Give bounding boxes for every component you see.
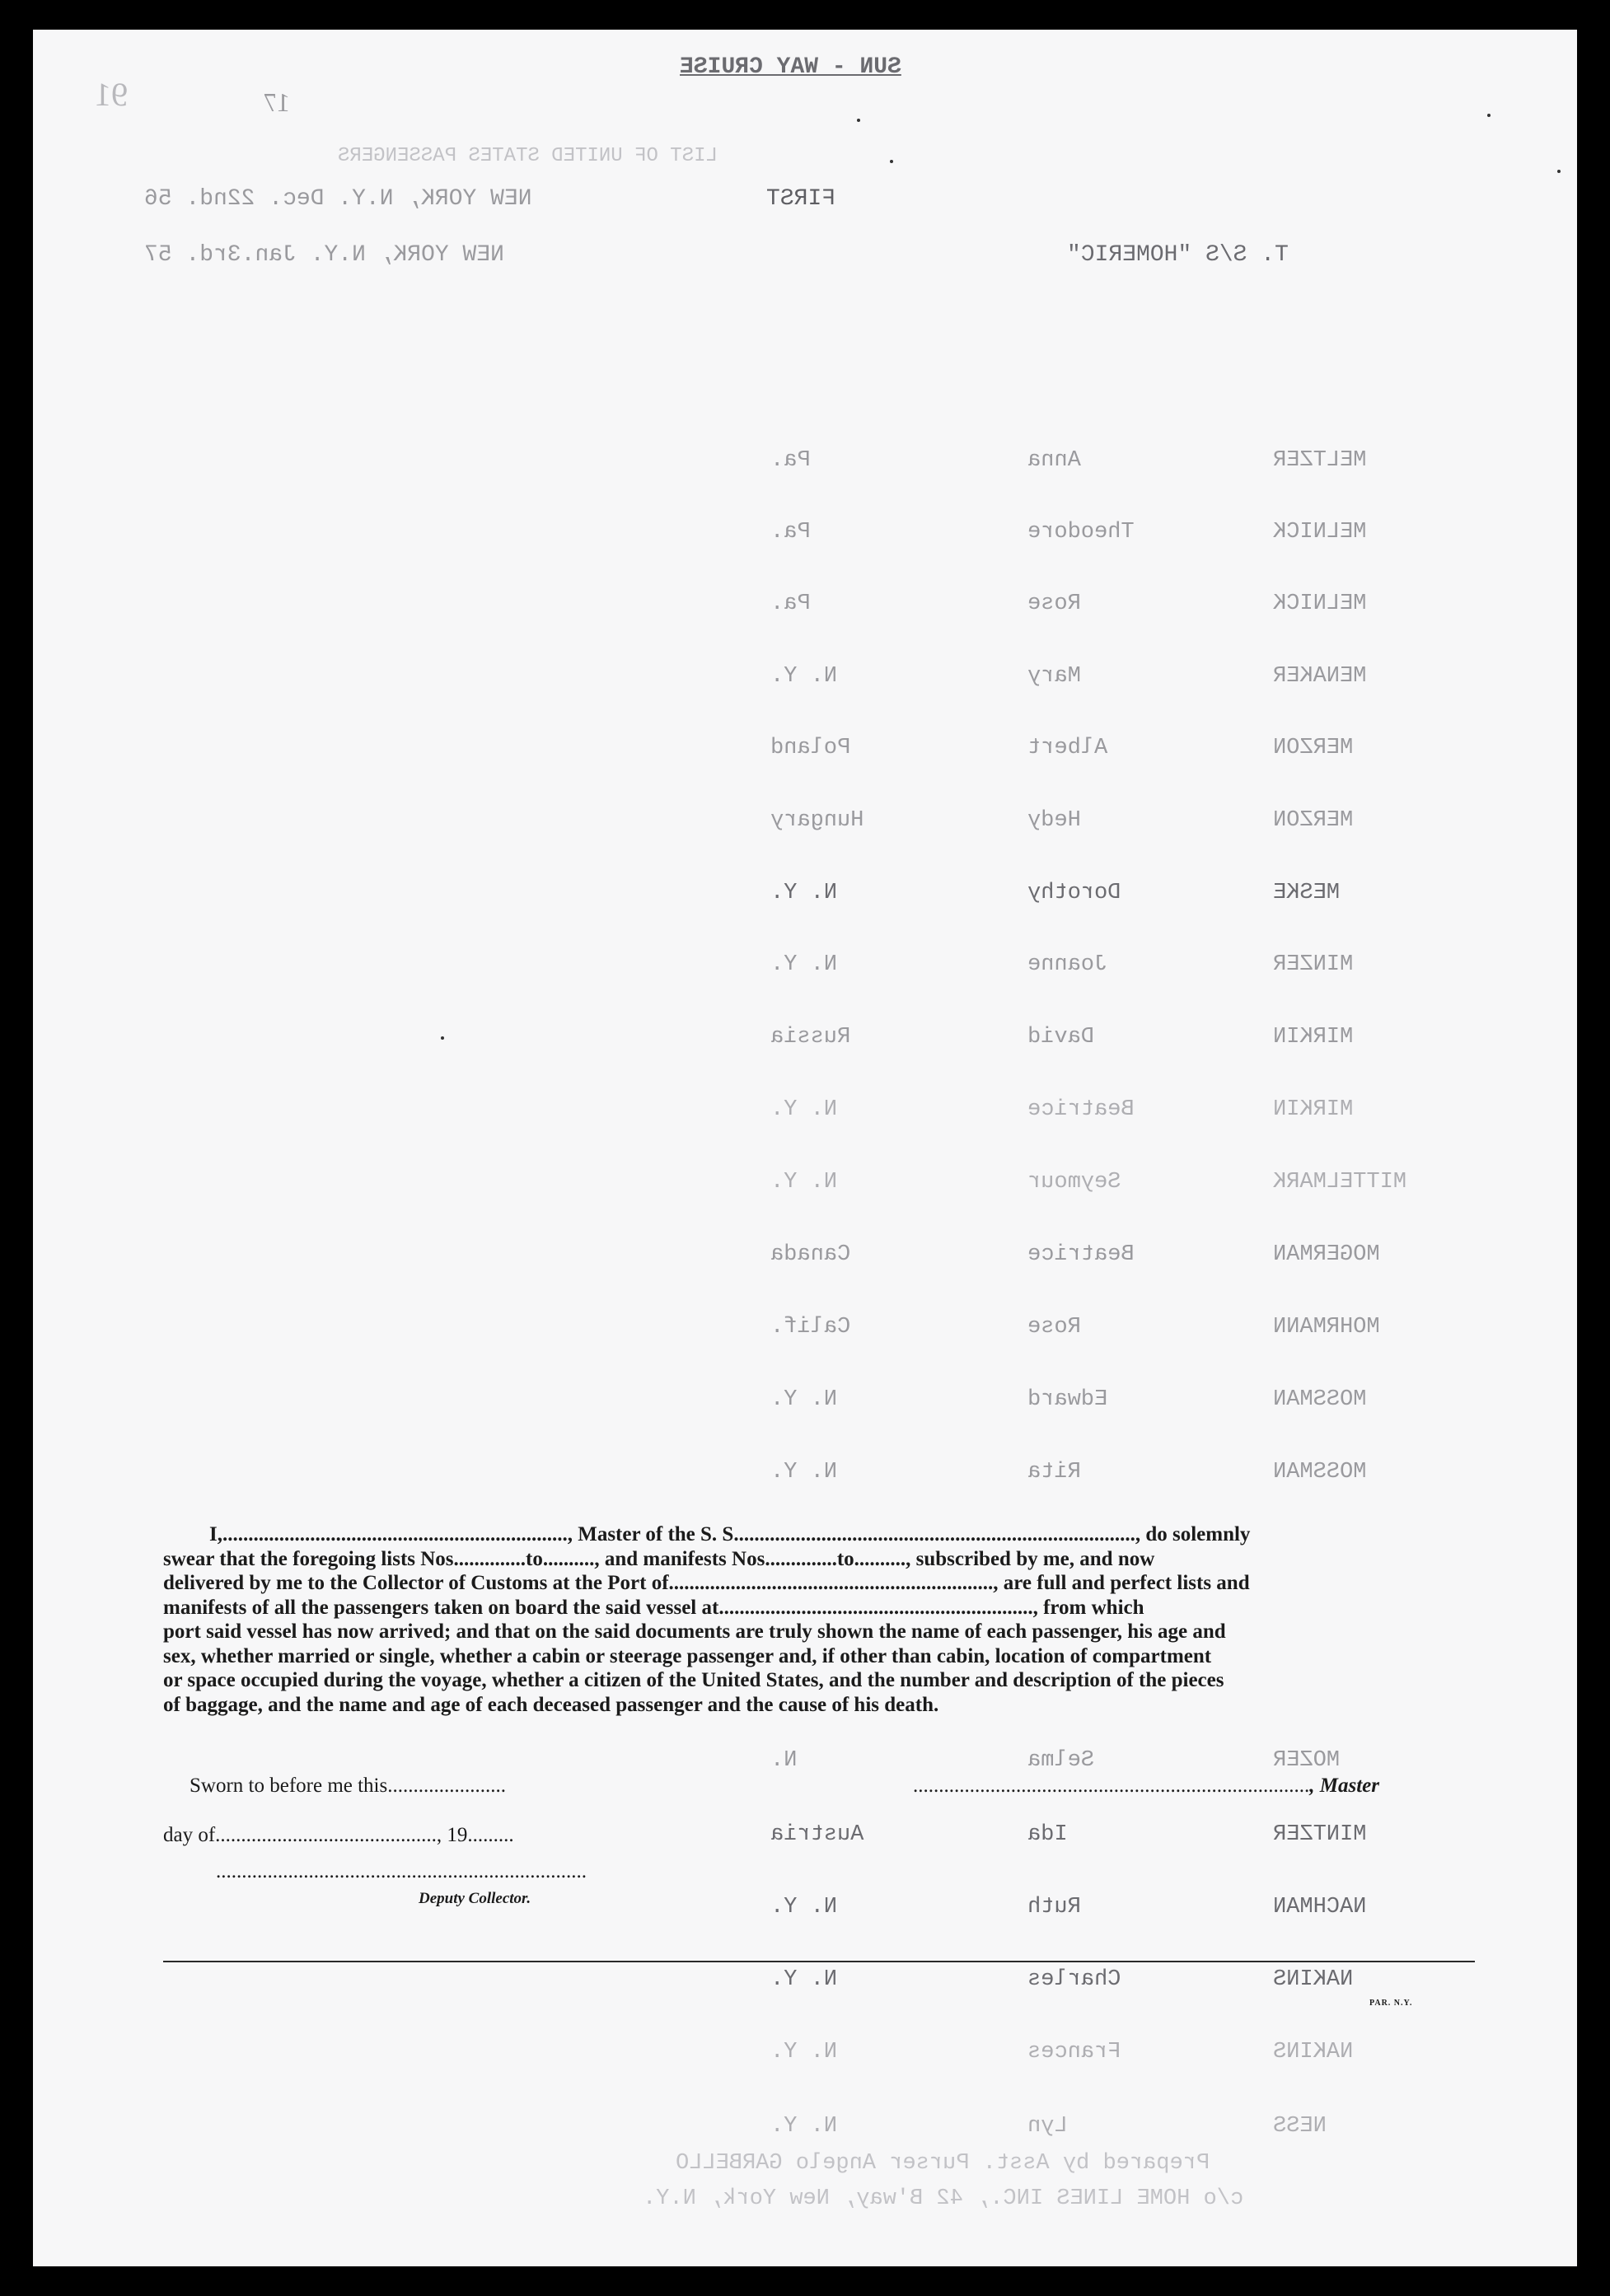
bleed-place: Pa. bbox=[770, 520, 811, 545]
ink-speck bbox=[1557, 170, 1561, 173]
bleed-place: N. Y. bbox=[770, 2114, 838, 2139]
bleed-place: N. Y. bbox=[770, 664, 838, 689]
manifest-page bbox=[33, 30, 1577, 2266]
sworn-text: Sworn to before me this....................... bbox=[190, 1775, 506, 1797]
bleed-given: Beatrice bbox=[1027, 1097, 1135, 1122]
bleed-place: Calif. bbox=[770, 1315, 851, 1340]
bleed-surname: MENAKER bbox=[1273, 664, 1367, 689]
bleed-departure: NEW YORK, N.Y. Dec. 22nd. 56 bbox=[144, 186, 532, 212]
bleed-place: Pa. bbox=[770, 592, 811, 616]
bleed-place: N. Y. bbox=[770, 952, 838, 977]
bleed-given: Selma bbox=[1027, 1748, 1095, 1773]
day-of-line: day of..........................................., 19......... bbox=[163, 1824, 514, 1846]
bleed-place: N. Y. bbox=[770, 1967, 838, 1992]
bleed-surname: MELNICK bbox=[1273, 520, 1367, 545]
bleed-place: N. bbox=[770, 1748, 798, 1773]
deputy-collector-label: Deputy Collector. bbox=[419, 1890, 531, 1907]
bleed-subheading: LIST OF UNITED STATES PASSENGERS bbox=[338, 145, 718, 167]
ink-speck bbox=[857, 119, 860, 122]
bleed-surname: MIRKIN bbox=[1273, 1025, 1354, 1050]
bleed-given: Rita bbox=[1027, 1460, 1081, 1485]
bleed-surname: MIRKIN bbox=[1273, 1097, 1354, 1122]
master-label: , Master bbox=[1309, 1775, 1379, 1797]
bleed-surname: MESKE bbox=[1273, 881, 1341, 905]
bleed-surname: NESS bbox=[1273, 2114, 1327, 2139]
bleed-given: Charles bbox=[1027, 1967, 1121, 1992]
ink-speck bbox=[890, 160, 893, 163]
bleed-surname: NACHMAN bbox=[1273, 1895, 1367, 1920]
bleed-surname: NAKINS bbox=[1273, 1967, 1354, 1992]
oath-line: delivered by me to the Collector of Customs at the Port of..............................................................., are full and perfect lists and bbox=[163, 1572, 1250, 1594]
bleed-place: N. Y. bbox=[770, 2040, 838, 2065]
bleed-place: N. Y. bbox=[770, 1097, 838, 1122]
bleed-surname: MINZER bbox=[1273, 952, 1354, 977]
bleed-given: Rose bbox=[1027, 1315, 1081, 1340]
printer-mark: PAR. N.Y. bbox=[1369, 1999, 1413, 2008]
oath-line: manifests of all the passengers taken on board the said vessel at............................................................., from which bbox=[163, 1596, 1144, 1619]
bleed-given: Hedy bbox=[1027, 808, 1081, 833]
bleed-surname: MOSSMAN bbox=[1273, 1460, 1367, 1485]
bleed-given: David bbox=[1027, 1025, 1095, 1050]
oath-line: or space occupied during the voyage, whether a citizen of the United States, and the number and description of the pieces bbox=[163, 1669, 1224, 1691]
oath-line: swear that the foregoing lists Nos..............to.........., and manifests Nos..............to.........., subscribed by me, and now bbox=[163, 1547, 1155, 1570]
oath-line: of baggage, and the name and age of each deceased passenger and the cause of his death. bbox=[163, 1693, 939, 1716]
bleed-place: Canada bbox=[770, 1242, 851, 1267]
bleed-surname: MOZER bbox=[1273, 1748, 1341, 1773]
master-signature-line bbox=[913, 1775, 1379, 1798]
bleed-place: N. Y. bbox=[770, 1170, 838, 1195]
bleed-given: Ruth bbox=[1027, 1895, 1081, 1920]
bleed-surname: MOSSMAN bbox=[1273, 1387, 1367, 1412]
bleed-class: FIRST bbox=[766, 186, 836, 212]
bleed-surname: MOHRMANN bbox=[1273, 1315, 1380, 1340]
oath-line: I,..................................................................., Master of the S. S.............................................................................., do solemnly bbox=[209, 1523, 1251, 1545]
ink-speck bbox=[441, 1036, 444, 1040]
master-dots: ............................................................................. bbox=[913, 1775, 1310, 1797]
bleed-surname: MERZON bbox=[1273, 736, 1354, 760]
bleed-given: Theodore bbox=[1027, 520, 1135, 545]
bleed-place: Austria bbox=[770, 1822, 864, 1847]
bleed-given: Beatrice bbox=[1027, 1242, 1135, 1267]
bleed-surname: MELTZER bbox=[1273, 448, 1367, 473]
bottom-rule bbox=[163, 1961, 1475, 1962]
bleed-page-number-left: 91 bbox=[95, 76, 128, 113]
bleed-return: NEW YORK, N.Y. Jan.3rd. 57 bbox=[144, 242, 504, 268]
bleed-place: Russia bbox=[770, 1025, 851, 1050]
bleed-surname: MELNICK bbox=[1273, 592, 1367, 616]
oath-line: port said vessel has now arrived; and that on the said documents are truly shown the name of each passenger, his age and bbox=[163, 1620, 1226, 1643]
bleed-place: N. Y. bbox=[770, 881, 838, 905]
bleed-place: N. Y. bbox=[770, 1460, 838, 1485]
bleed-footer-line1: Prepared by Asst. Purser Angelo GARBELLO bbox=[676, 2151, 1210, 2176]
bleed-place: N. Y. bbox=[770, 1895, 838, 1920]
bleed-page-number-right: 17 bbox=[264, 87, 290, 117]
bleed-given: Albert bbox=[1027, 736, 1108, 760]
deputy-signature-dots: ........................................................................ bbox=[216, 1860, 587, 1882]
bleed-place: Hungary bbox=[770, 808, 864, 833]
bleed-given: Edward bbox=[1027, 1387, 1108, 1412]
ink-speck bbox=[1487, 114, 1491, 117]
bleed-place: N. Y. bbox=[770, 1387, 838, 1412]
bleed-given: Ida bbox=[1027, 1822, 1068, 1847]
bleed-surname: MINTZER bbox=[1273, 1822, 1367, 1847]
bleed-given: Joanne bbox=[1027, 952, 1108, 977]
bleed-surname: MITTELMARK bbox=[1273, 1170, 1407, 1195]
bleed-given: Rose bbox=[1027, 592, 1081, 616]
bleed-place: Poland bbox=[770, 736, 851, 760]
bleed-heading: SUN - WAY CRUISE bbox=[680, 54, 901, 80]
bleed-place: Pa. bbox=[770, 448, 811, 473]
bleed-given: Lyn bbox=[1027, 2114, 1068, 2139]
oath-line: sex, whether married or single, whether a cabin or steerage passenger and, if other than cabin, location of compartment bbox=[163, 1644, 1212, 1667]
bleed-surname: MERZON bbox=[1273, 808, 1354, 833]
bleed-given: Anna bbox=[1027, 448, 1081, 473]
bleed-surname: NAKINS bbox=[1273, 2040, 1354, 2065]
master-oath bbox=[163, 1522, 1486, 1717]
bleed-ship: T. S/S "HOMERIC" bbox=[1067, 242, 1289, 268]
bleed-given: Frances bbox=[1027, 2040, 1121, 2065]
bleed-given: Seymour bbox=[1027, 1170, 1121, 1195]
bleed-given: Dorothy bbox=[1027, 881, 1121, 905]
bleed-surname: MOGERMAN bbox=[1273, 1242, 1380, 1267]
bleed-given: Mary bbox=[1027, 664, 1081, 689]
bleed-footer-line2: c/o HOME LINES INC., 42 B'way, New York, N.Y. bbox=[643, 2186, 1244, 2211]
